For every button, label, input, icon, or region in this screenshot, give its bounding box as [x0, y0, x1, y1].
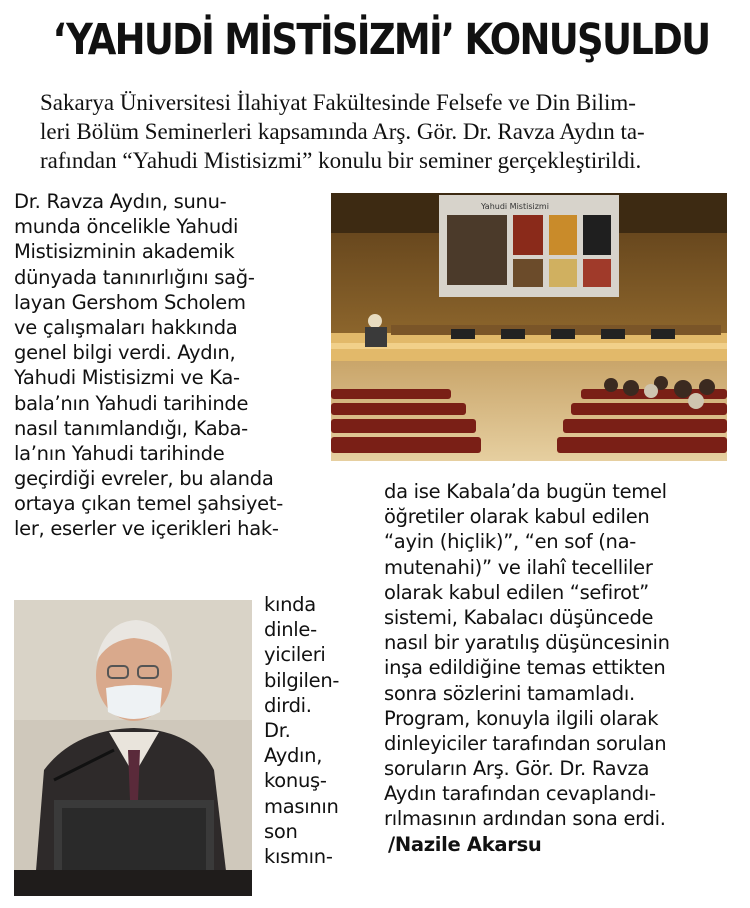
body-line: son [264, 819, 298, 843]
body-line: yicileri [264, 643, 326, 667]
body-line: dinle- [264, 618, 317, 642]
body-line: kında [264, 593, 316, 616]
body-line: inşa edildiğine temas ettikten [384, 656, 666, 680]
body-line: sonra sözlerini tamamladı. [384, 681, 635, 705]
seminar-hall-photo [331, 193, 727, 461]
body-line: Mistisizminin akademik [14, 240, 235, 264]
body-line: “ayin (hiçlik)”, “en sof (na- [384, 530, 636, 554]
body-line: kısmın- [264, 844, 333, 868]
body-column-1-narrow [264, 592, 374, 869]
byline: /Nazile Akarsu [388, 832, 542, 856]
slide-title: Yahudi Mistisizmi [481, 202, 549, 211]
lead-line-2: leri Bölüm Seminerleri kapsamında Arş. Gör. Dr. Ravza Aydın ta- [40, 119, 645, 144]
body-line: öğretiler olarak kabul edilen [384, 505, 650, 529]
body-line: Dr. Ravza Aydın, sunu- [14, 190, 227, 213]
body-line: da ise Kabala’da bugün temel [384, 480, 667, 503]
lead-line-3: rafından “Yahudi Mistisizmi” konulu bir seminer gerçekleştirildi. [40, 148, 642, 173]
body-line: ve çalışmaları hakkında [14, 315, 238, 339]
body-line: Aydın tarafından cevaplandı- [384, 782, 656, 806]
body-line: nasıl tanımlandığı, Kaba- [14, 416, 248, 440]
headline: ‘YAHUDİ MİSTİSİZMİ’ KONUŞULDU [52, 15, 710, 65]
body-column-1 [14, 189, 334, 542]
body-line: ortaya çıkan temel şahsiyet- [14, 492, 283, 516]
lead-line-1: Sakarya Üniversitesi İlahiyat Fakültesinde Felsefe ve Din Bilim- [40, 90, 636, 115]
body-line: Dr. [264, 718, 291, 742]
body-column-2 [384, 479, 744, 857]
body-line: Aydın, [264, 744, 323, 768]
body-line: olarak kabul edilen “sefirot” [384, 580, 649, 604]
speaker-photo [14, 600, 252, 896]
body-line: Program, konuyla ilgili olarak [384, 706, 659, 730]
body-line: mutenahi)” ve ilahî tecelliler [384, 555, 653, 579]
body-line: sistemi, Kabalacı düşüncede [384, 605, 654, 629]
body-line: masının [264, 794, 339, 818]
body-line: bilgilen- [264, 668, 340, 692]
body-line: soruların Arş. Gör. Dr. Ravza [384, 757, 650, 781]
body-line: Yahudi Mistisizmi ve Ka- [14, 366, 240, 390]
body-line: nasıl bir yaratılış düşüncesinin [384, 631, 670, 655]
body-line: dirdi. [264, 693, 312, 717]
body-line: dinleyiciler tarafından sorulan [384, 731, 667, 755]
body-line: la’nın Yahudi tarihinde [14, 441, 225, 465]
body-line: munda öncelikle Yahudi [14, 215, 239, 239]
seminar-hall-illustration [331, 193, 727, 461]
body-line: ler, eserler ve içerikleri hak- [14, 517, 279, 541]
body-line: rılmasının ardından sona erdi. [384, 807, 666, 831]
body-line: genel bilgi verdi. Aydın, [14, 341, 236, 365]
body-line: geçirdiği evreler, bu alanda [14, 467, 274, 491]
speaker-illustration [14, 600, 252, 896]
body-line: konuş- [264, 769, 327, 793]
body-line: layan Gershom Scholem [14, 290, 246, 314]
body-line: bala’nın Yahudi tarihinde [14, 391, 249, 415]
body-line: dünyada tanınırlığını sağ- [14, 265, 255, 289]
